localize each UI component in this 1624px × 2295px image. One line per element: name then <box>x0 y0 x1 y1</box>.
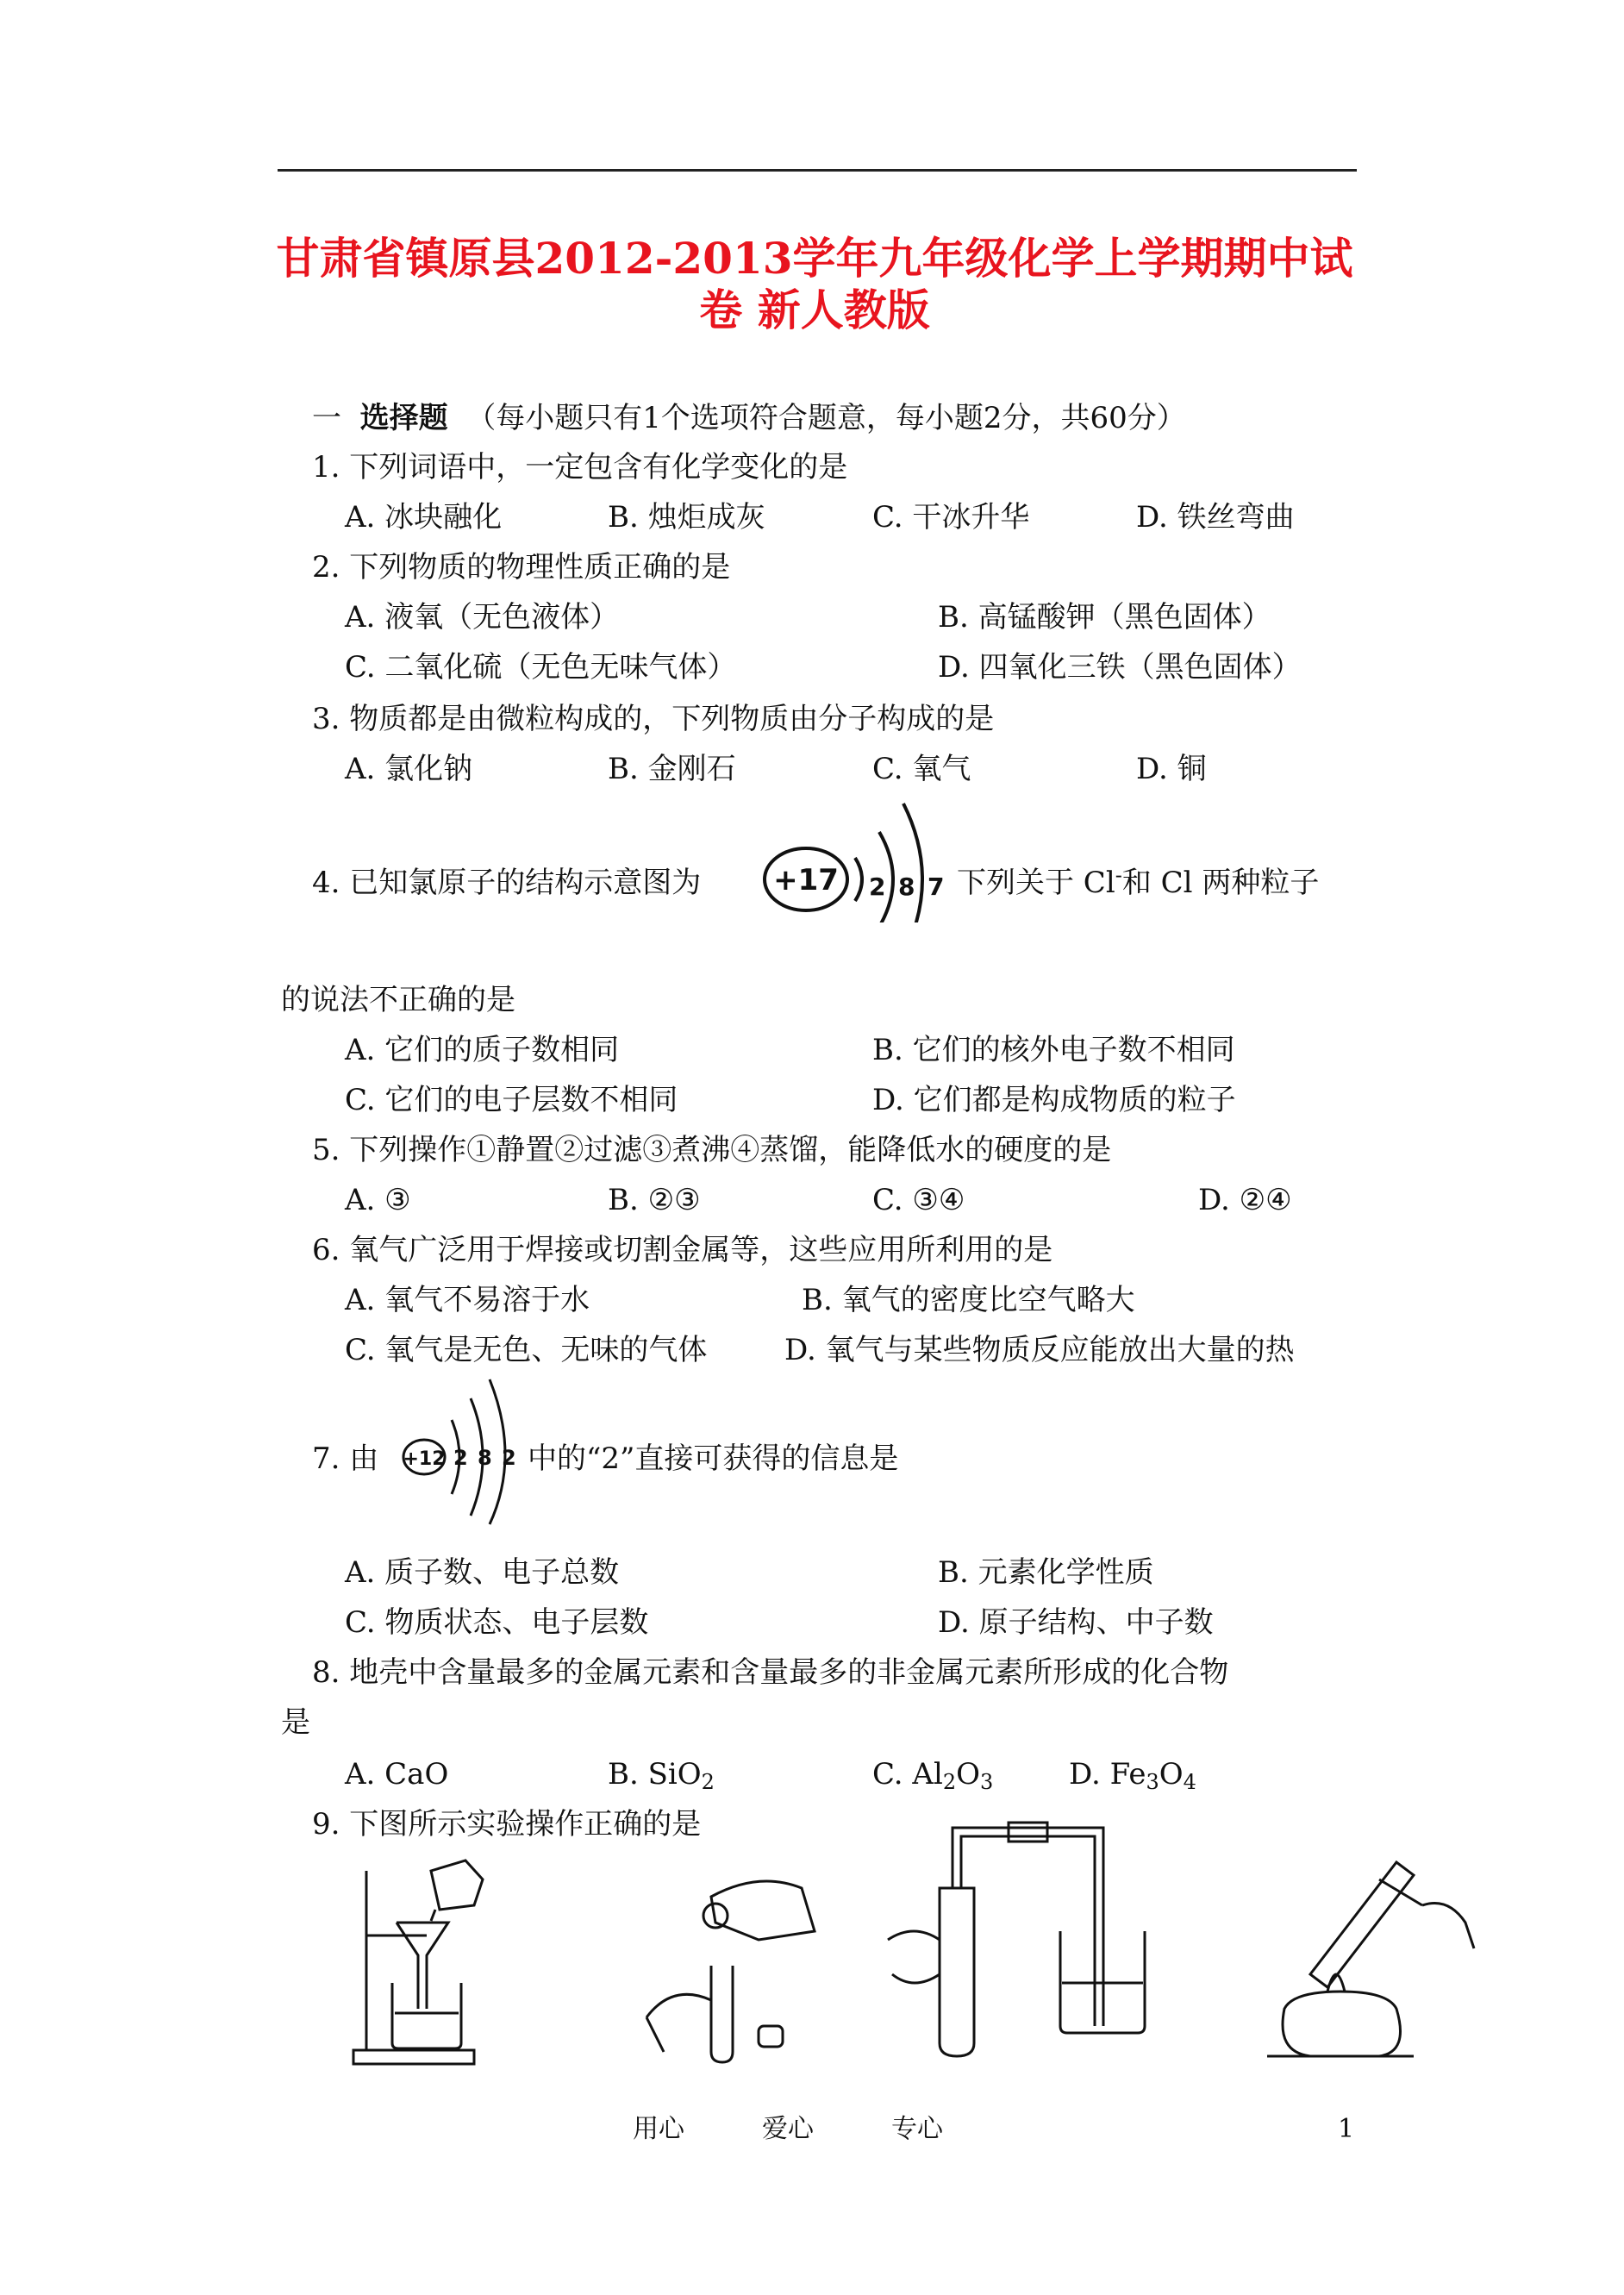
q6-option-c: C. 氧气是无色、无味的气体 <box>345 1333 708 1367</box>
q2-option-a: A. 液氧（无色液体） <box>345 600 620 635</box>
q8-option-d-text: D. Fe <box>1069 1757 1146 1792</box>
page-number: 1 <box>1338 2114 1355 2144</box>
q5-option-a: A. ③ <box>345 1183 411 1217</box>
filtration-apparatus-illustration <box>345 1854 500 2069</box>
q1-option-d: D. 铁丝弯曲 <box>1136 500 1295 535</box>
q4-stem-mid2: 和 Cl 两种粒子 <box>1121 866 1320 900</box>
q3-stem: 3. 物质都是由微粒构成的，下列物质由分子构成的是 <box>312 702 995 736</box>
q5-option-b: B. ②③ <box>608 1183 701 1217</box>
q2-option-b: B. 高锰酸钾（黑色固体） <box>938 600 1271 635</box>
checking-airtightness-illustration <box>879 1810 1164 2069</box>
q4-option-a: A. 它们的质子数相同 <box>345 1033 620 1067</box>
footer-item-3: 专心 <box>891 2114 943 2144</box>
q7-stem-pre: 7. 由 <box>312 1441 379 1476</box>
title-line-2: 卷 新人教版 <box>699 285 930 335</box>
q1-stem: 1. 下列词语中，一定包含有化学变化的是 <box>312 450 848 485</box>
shell-electrons-1: 2 <box>869 872 886 901</box>
shell-electrons-3: 2 <box>502 1446 516 1470</box>
shell-electrons-2: 8 <box>478 1446 492 1470</box>
q8-option-c-mid: O <box>956 1757 981 1792</box>
section-heading <box>312 399 1186 437</box>
q4-stem-mid1: 下列关于 Cl <box>957 866 1115 900</box>
q6-option-a: A. 氧气不易溶于水 <box>345 1283 590 1317</box>
heating-test-tube-illustration <box>1250 1845 1483 2069</box>
footer-item-1: 用心 <box>633 2114 684 2144</box>
q7-option-c: C. 物质状态、电子层数 <box>345 1605 649 1640</box>
q8-option-b-text: B. SiO <box>608 1757 702 1792</box>
q8-option-c-subscript-1: 2 <box>942 1770 957 1794</box>
q8-option-c <box>872 1755 993 1793</box>
header-rule <box>278 169 1357 172</box>
q4-ion-sign: - <box>1115 863 1122 887</box>
q5-stem: 5. 下列操作①静置②过滤③煮沸④蒸馏，能降低水的硬度的是 <box>312 1133 1112 1167</box>
q8-option-d-subscript-2: 4 <box>1183 1770 1196 1794</box>
magnesium-atom-structure-diagram <box>398 1373 528 1528</box>
q8-option-b-subscript: 2 <box>701 1770 715 1794</box>
q1-option-b: B. 烛炬成灰 <box>608 500 765 535</box>
q3-option-c: C. 氧气 <box>872 752 971 786</box>
q8-stem-cont: 是 <box>281 1705 310 1740</box>
q8-option-c-subscript-2: 3 <box>980 1770 994 1794</box>
q8-stem: 8. 地壳中含量最多的金属元素和含量最多的非金属元素所形成的化合物 <box>312 1655 1229 1690</box>
section-name: 选择题 <box>359 401 448 435</box>
q8-option-d <box>1069 1755 1196 1793</box>
q9-stem: 9. 下图所示实验操作正确的是 <box>312 1807 702 1842</box>
q4-stem-rest <box>957 864 1319 902</box>
nucleus-charge: +17 <box>773 863 839 897</box>
q6-option-d: D. 氧气与某些物质反应能放出大量的热 <box>784 1333 1295 1367</box>
q1-option-a: A. 冰块融化 <box>345 500 503 535</box>
shell-electrons-1: 2 <box>453 1446 468 1470</box>
q6-option-b: B. 氧气的密度比空气略大 <box>802 1283 1135 1317</box>
q4-stem-cont: 的说法不正确的是 <box>281 983 515 1017</box>
q2-option-c: C. 二氧化硫（无色无味气体） <box>345 650 737 685</box>
q6-stem: 6. 氧气广泛用于焊接或切割金属等，这些应用所利用的是 <box>312 1233 1053 1267</box>
section-note: （每小题只有1个选项符合题意，每小题2分，共60分） <box>466 401 1186 435</box>
q7-option-b: B. 元素化学性质 <box>938 1555 1154 1590</box>
chlorine-atom-structure-diagram <box>759 793 957 922</box>
q4-option-b: B. 它们的核外电子数不相同 <box>872 1033 1235 1067</box>
q4-option-c: C. 它们的电子层数不相同 <box>345 1083 678 1117</box>
q8-option-a: A. CaO <box>345 1757 449 1792</box>
section-number: 一 <box>312 401 341 435</box>
q5-option-c: C. ③④ <box>872 1183 965 1217</box>
shell-arc-3 <box>903 804 922 922</box>
nucleus-charge: +12 <box>403 1448 446 1470</box>
q8-option-b <box>608 1755 715 1793</box>
q8-option-d-mid: O <box>1159 1757 1184 1792</box>
shell-arc-1 <box>855 858 862 901</box>
shell-electrons-3: 7 <box>928 872 945 901</box>
q3-option-a: A. 氯化钠 <box>345 752 473 786</box>
q4-option-d: D. 它们都是构成物质的粒子 <box>872 1083 1236 1117</box>
q3-option-b: B. 金刚石 <box>608 752 736 786</box>
q3-option-d: D. 铜 <box>1136 752 1207 786</box>
q7-option-d: D. 原子结构、中子数 <box>938 1605 1214 1640</box>
q7-option-a: A. 质子数、电子总数 <box>345 1555 620 1590</box>
q5-option-d: D. ②④ <box>1198 1183 1292 1217</box>
q7-stem-post: 中的“2”直接可获得的信息是 <box>528 1441 899 1476</box>
q8-option-d-subscript-1: 3 <box>1146 1770 1159 1794</box>
footer-item-2: 爱心 <box>762 2114 814 2144</box>
shell-electrons-2: 8 <box>898 872 915 901</box>
q2-stem: 2. 下列物质的物理性质正确的是 <box>312 550 731 585</box>
title-line-1: 甘肃省镇原县2012-2013学年九年级化学上学期期中试 <box>276 233 1353 284</box>
q2-option-d: D. 四氧化三铁（黑色固体） <box>938 650 1302 685</box>
q1-option-c: C. 干冰升华 <box>872 500 1030 535</box>
q4-stem-pre: 4. 已知氯原子的结构示意图为 <box>312 866 702 900</box>
adding-solid-to-test-tube-illustration <box>629 1854 828 2069</box>
q8-option-c-text: C. Al <box>872 1757 943 1792</box>
